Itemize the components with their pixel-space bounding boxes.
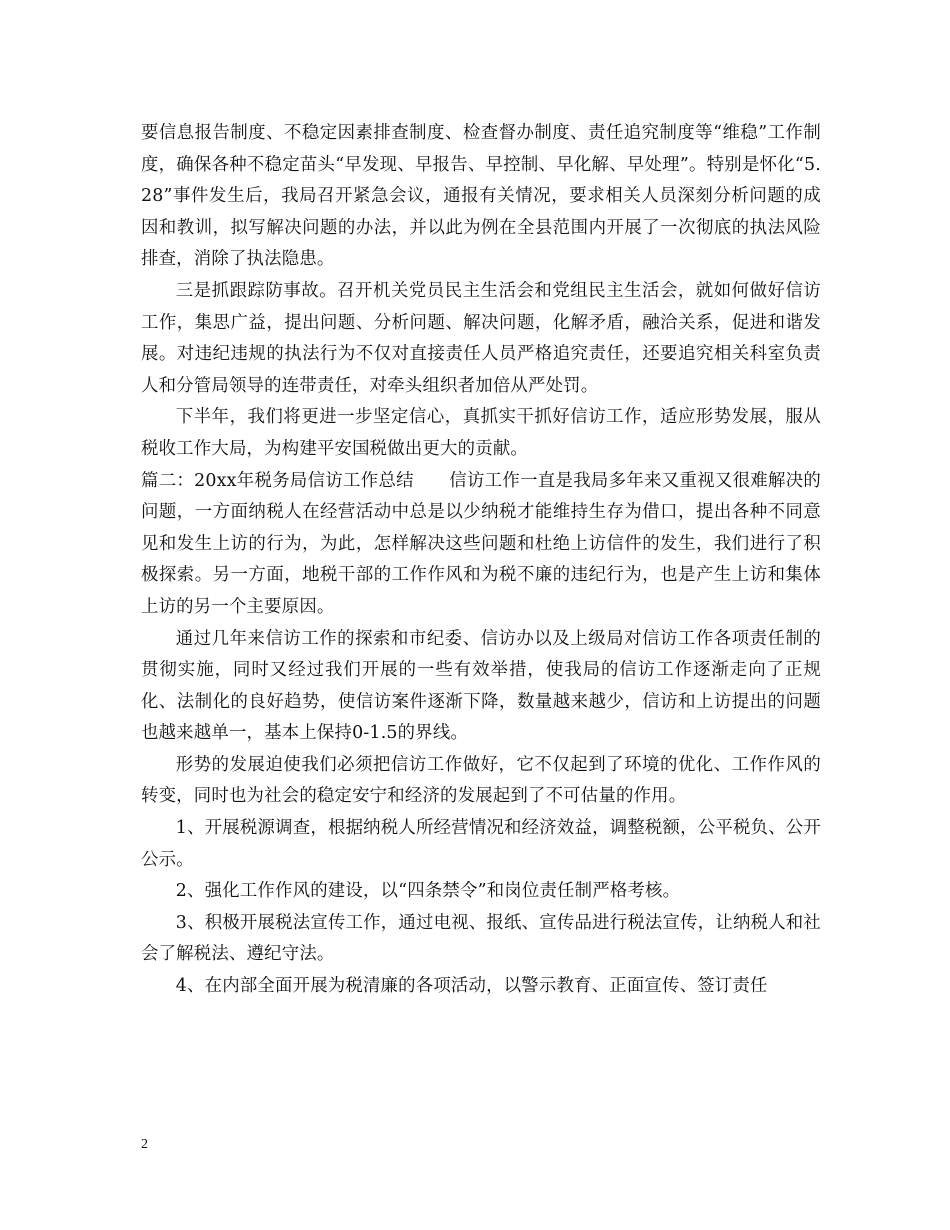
page-number: 2	[141, 1137, 148, 1152]
paragraph-3: 下半年，我们将更进一步坚定信心，真抓实干抓好信访工作，适应形势发展，服从税收工作大局，为构建平安国税做出更大的贡献。	[141, 407, 821, 459]
paragraph-8: 2、强化工作作风的建设，以“四条禁令”和岗位责任制严格考核。	[175, 881, 681, 902]
paragraph-9: 3、积极开展税法宣传工作，通过电视、报纸、宣传品进行税法宣传，让纳税人和社会了解税法、遵纪守法。	[141, 912, 821, 965]
paragraph-5: 通过几年来信访工作的探索和市纪委、信访办以及上级局对信访工作各项责任制的贯彻实施，同时又经过我们开展的一些有效举措，使我局的信访工作逐渐走向了正规化、法制化的良好趋势，使信访案件逐渐下降，数量越来越少，信访和上访提出的问题也越来越单一，基本上保持0-1.5的界线。	[141, 628, 821, 744]
paragraph-6: 形势的发展迫使我们必须把信访工作做好，它不仅起到了环境的优化、工作作风的转变，同时也为社会的稳定安宁和经济的发展起到了不可估量的作用。	[141, 754, 821, 807]
document-body	[141, 118, 821, 1003]
paragraph-2: 三是抓跟踪防事故。召开机关党员民主生活会和党组民主生活会，就如何做好信访工作，集思广益，提出问题、分析问题、解决问题，化解矛盾，融洽关系，促进和谐发展。对违纪违规的执法行为不仅对直接责任人员严格追究责任，还要追究相关科室负责人和分管局领导的连带责任，对牵头组织者加倍从严处罚。	[141, 280, 821, 396]
paragraph-4: 篇二：20xx年税务局信访工作总结 信访工作一直是我局多年来又重视又很难解决的问题，一方面纳税人在经营活动中总是以少纳税才能维持生存为借口，提出各种不同意见和发生上访的行为，为此，怎样解决这些问题和杜绝上访信件的发生，我们进行了积极探索。另一方面，地税干部的工作作风和为税不廉的违纪行为，也是产生上访和集体上访的另一个主要原因。	[141, 470, 821, 617]
paragraph-10: 4、在内部全面开展为税清廉的各项活动，以警示教育、正面宣传、签订责任	[175, 976, 768, 997]
paragraph-7: 1、开展税源调查，根据纳税人所经营情况和经济效益，调整税额，公平税负、公开公示。	[141, 818, 821, 870]
paragraph-1: 要信息报告制度、不稳定因素排查制度、检查督办制度、责任追究制度等“维稳”工作制度，确保各种不稳定苗头“早发现、早报告、早控制、早化解、早处理”。特别是怀化“5.28”事件发生后，我局召开紧急会议，通报有关情况，要求相关人员深刻分析问题的成因和教训，拟写解决问题的办法，并以此为例在全县范围内开展了一次彻底的执法风险排查，消除了执法隐患。	[141, 123, 821, 270]
